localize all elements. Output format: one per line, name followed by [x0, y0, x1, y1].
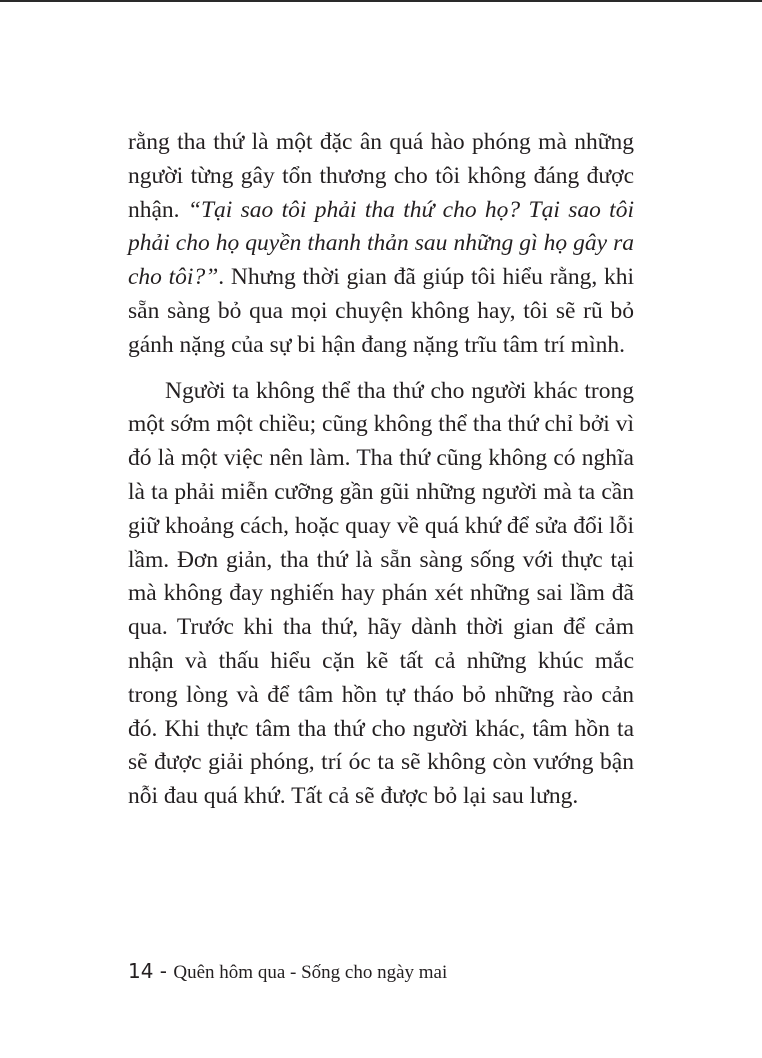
- page-footer: [128, 956, 447, 988]
- book-title: Quên hôm qua - Sống cho ngày mai: [173, 962, 448, 983]
- paragraph-1: [128, 126, 634, 363]
- paragraph-1-text-a: rằng tha thứ là một đặc ân quá hào phóng mà những người từng gây tổn thương cho tôi không đáng được nhận.: [128, 129, 634, 223]
- footer-separator: -: [153, 959, 174, 983]
- page-body: [128, 126, 634, 814]
- paragraph-2: [128, 375, 634, 814]
- paragraph-1-text-b: . Nhưng thời gian đã giúp tôi hiểu rằng, khi sẵn sàng bỏ qua mọi chuyện không hay, tôi sẽ rũ bỏ gánh nặng của sự bi hận đang nặng trĩu tâm trí mình.: [128, 264, 634, 358]
- paragraph-2-text: Người ta không thể tha thứ cho người khác trong một sớm một chiều; cũng không thể tha thứ chỉ bởi vì đó là một việc nên làm. Tha thứ cũng không có nghĩa là ta phải miễn cưỡng gần gũi những người mà ta cần giữ khoảng cách, hoặc quay về quá khứ để sửa đổi lỗi lầm. Đơn giản, tha thứ là sẵn sàng sống với thực tại mà không đay nghiến hay phán xét những sai lầm đã qua. Trước khi tha thứ, hãy dành thời gian để cảm nhận và thấu hiểu cặn kẽ tất cả những khúc mắc trong lòng và để tâm hồn tự tháo bỏ những rào cản đó. Khi thực tâm tha thứ cho người khác, tâm hồn ta sẽ được giải phóng, trí óc ta sẽ không còn vướng bận nỗi đau quá khứ. Tất cả sẽ được bỏ lại sau lưng.: [128, 377, 634, 810]
- top-rule: [0, 0, 762, 2]
- page-number: 14: [128, 959, 154, 983]
- paragraph-1-quote: “Tại sao tôi phải tha thứ cho họ? Tại sao tôi phải cho họ quyền thanh thản sau những gì họ gây ra cho tôi?”: [128, 196, 634, 291]
